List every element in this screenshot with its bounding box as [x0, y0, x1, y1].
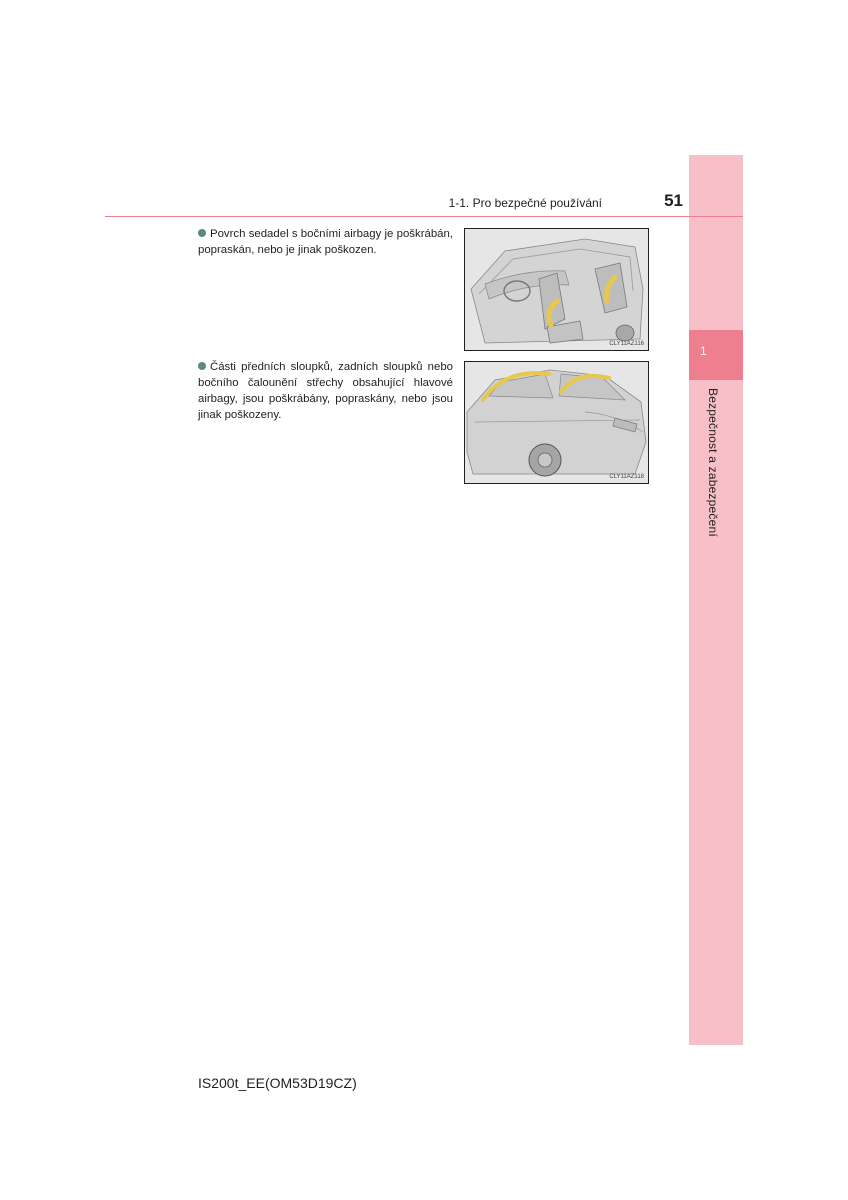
bullet-text: Povrch sedadel s bočními airbagy je poškrábán, popraskán, nebo je jinak poškozen.: [198, 228, 453, 256]
car-side-illustration: [465, 362, 648, 483]
section-title: 1-1. Pro bezpečné používání: [448, 196, 602, 210]
chapter-number-box: [689, 330, 743, 380]
footer-model-code: IS200t_EE(OM53D19CZ): [198, 1075, 357, 1091]
bullet-item-curtain-airbags: [198, 359, 453, 423]
bullet-text: Části předních sloupků, zadních sloupků nebo bočního čalounění střechy obsahující hlavové airbagy, jsou poškrábány, popraskány, nebo jsou jinak poškozeny.: [198, 361, 453, 421]
bullet-icon: [198, 362, 206, 370]
header-rule: [105, 216, 743, 217]
car-interior-illustration: [465, 229, 648, 350]
figure-code: CLY11AZ116: [609, 341, 644, 347]
figure-code: CLY11AZ118: [609, 474, 644, 480]
chapter-title: Bezpečnost a zabezpečení: [706, 388, 720, 537]
chapter-side-tab: [689, 155, 743, 1045]
chapter-number: 1: [700, 344, 707, 358]
bullet-icon: [198, 229, 206, 237]
page-number: 51: [664, 191, 683, 210]
illustration-seat-airbags: [464, 228, 649, 351]
bullet-item-seat-airbags: [198, 226, 453, 258]
illustration-curtain-airbags: [464, 361, 649, 484]
